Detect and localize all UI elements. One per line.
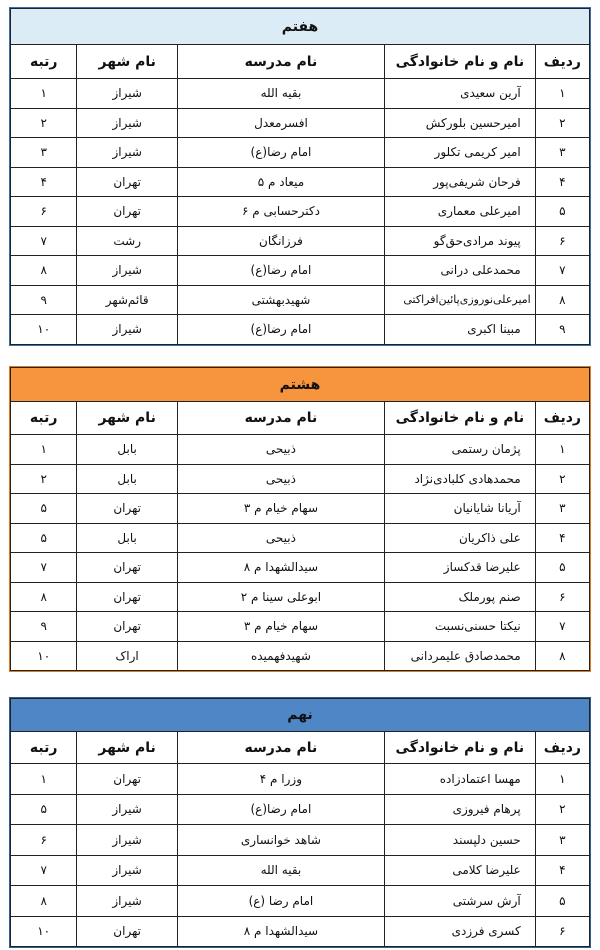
cell-rank: ۷ [11, 226, 77, 256]
cell-school: امام رضا(ع) [177, 794, 384, 825]
cell-full-name: صنم پورملک [384, 582, 535, 612]
cell-city: شیراز [77, 79, 178, 109]
table-row [11, 138, 590, 168]
results-table [10, 8, 590, 345]
cell-full-name: فرحان شریفی‌پور [384, 167, 535, 197]
cell-row-number: ۸ [535, 285, 589, 315]
header-rank: رتبه [11, 732, 77, 764]
table-row [11, 764, 590, 795]
cell-rank: ۶ [11, 197, 77, 227]
cell-full-name: حسین دلپسند [384, 825, 535, 856]
table-row [11, 855, 590, 886]
cell-rank: ۸ [11, 582, 77, 612]
table-row [11, 435, 590, 465]
cell-rank: ۷ [11, 855, 77, 886]
cell-rank: ۳ [11, 138, 77, 168]
cell-full-name: پیوند مرادی‌حق‌گو [384, 226, 535, 256]
cell-city: تهران [77, 553, 178, 583]
table-row [11, 794, 590, 825]
cell-school: سیدالشهدا م ۸ [177, 916, 384, 947]
cell-rank: ۲ [11, 464, 77, 494]
cell-row-number: ۳ [535, 138, 589, 168]
cell-school: ذبیحی [177, 523, 384, 553]
cell-city: شیراز [77, 825, 178, 856]
cell-full-name: امیرحسین بلورکش [384, 108, 535, 138]
cell-city: شیراز [77, 315, 178, 345]
table-row [11, 108, 590, 138]
cell-full-name: آرش سرشتی [384, 886, 535, 917]
cell-full-name: نیکتا حسنی‌نسبت [384, 612, 535, 642]
cell-row-number: ۲ [535, 794, 589, 825]
header-row-number: ردیف [535, 732, 589, 764]
cell-full-name: آریانا شایانیان [384, 494, 535, 524]
cell-full-name: کسری فرزدی [384, 916, 535, 947]
cell-row-number: ۴ [535, 855, 589, 886]
cell-school: بقیه الله [177, 79, 384, 109]
cell-school: ابوعلی سینا م ۲ [177, 582, 384, 612]
cell-full-name: امیرعلی معماری [384, 197, 535, 227]
grade-title: هفتم [11, 9, 590, 45]
cell-rank: ۸ [11, 886, 77, 917]
table-row [11, 315, 590, 345]
table-row [11, 167, 590, 197]
cell-city: بابل [77, 435, 178, 465]
table-row [11, 825, 590, 856]
cell-row-number: ۱ [535, 79, 589, 109]
table-row [11, 553, 590, 583]
header-row-number: ردیف [535, 402, 589, 435]
results-table [10, 698, 590, 947]
table-row [11, 79, 590, 109]
cell-full-name: محمدعلی درانی [384, 256, 535, 286]
table-row [11, 582, 590, 612]
cell-row-number: ۱ [535, 764, 589, 795]
cell-row-number: ۵ [535, 553, 589, 583]
table-row [11, 612, 590, 642]
grade-table-7 [9, 7, 591, 346]
cell-school: شاهد خوانساری [177, 825, 384, 856]
cell-row-number: ۴ [535, 523, 589, 553]
header-rank: رتبه [11, 402, 77, 435]
cell-school: امام رضا(ع) [177, 315, 384, 345]
cell-city: تهران [77, 612, 178, 642]
cell-row-number: ۳ [535, 825, 589, 856]
cell-rank: ۴ [11, 167, 77, 197]
cell-city: تهران [77, 582, 178, 612]
cell-school: امام رضا(ع) [177, 138, 384, 168]
cell-school: ذبیحی [177, 464, 384, 494]
header-full-name: نام و نام خانوادگی [384, 45, 535, 79]
cell-rank: ۵ [11, 794, 77, 825]
header-full-name: نام و نام خانوادگی [384, 402, 535, 435]
cell-full-name: مبینا اکبری [384, 315, 535, 345]
cell-rank: ۷ [11, 553, 77, 583]
cell-full-name: پرهام فیروزی [384, 794, 535, 825]
cell-rank: ۱۰ [11, 916, 77, 947]
cell-rank: ۱۰ [11, 641, 77, 671]
header-school: نام مدرسه [177, 732, 384, 764]
header-city: نام شهر [77, 732, 178, 764]
cell-row-number: ۴ [535, 167, 589, 197]
cell-school: وزرا م ۴ [177, 764, 384, 795]
cell-rank: ۹ [11, 285, 77, 315]
cell-row-number: ۷ [535, 612, 589, 642]
cell-city: بابل [77, 464, 178, 494]
cell-row-number: ۵ [535, 197, 589, 227]
cell-full-name: علیرضا قدکساز [384, 553, 535, 583]
header-full-name: نام و نام خانوادگی [384, 732, 535, 764]
grade-title: نهم [11, 699, 590, 732]
cell-full-name: علی ذاکریان [384, 523, 535, 553]
header-row-number: ردیف [535, 45, 589, 79]
cell-row-number: ۲ [535, 108, 589, 138]
cell-rank: ۹ [11, 612, 77, 642]
table-row [11, 916, 590, 947]
cell-city: تهران [77, 916, 178, 947]
cell-rank: ۱۰ [11, 315, 77, 345]
cell-row-number: ۱ [535, 435, 589, 465]
cell-city: قائم‌شهر [77, 285, 178, 315]
cell-row-number: ۵ [535, 886, 589, 917]
grade-table-8 [9, 366, 591, 672]
cell-city: شیراز [77, 886, 178, 917]
cell-school: افسرمعدل [177, 108, 384, 138]
cell-row-number: ۸ [535, 641, 589, 671]
cell-school: میعاد م ۵ [177, 167, 384, 197]
cell-full-name: پژمان رستمی [384, 435, 535, 465]
cell-row-number: ۳ [535, 494, 589, 524]
cell-row-number: ۶ [535, 226, 589, 256]
cell-school: امام رضا (ع) [177, 886, 384, 917]
header-school: نام مدرسه [177, 45, 384, 79]
cell-city: شیراز [77, 108, 178, 138]
cell-full-name: امیر کریمی تکلور [384, 138, 535, 168]
cell-row-number: ۶ [535, 582, 589, 612]
cell-school: بقیه الله [177, 855, 384, 886]
table-row [11, 464, 590, 494]
table-row [11, 886, 590, 917]
cell-rank: ۱ [11, 79, 77, 109]
cell-full-name: آرین سعیدی [384, 79, 535, 109]
table-row [11, 256, 590, 286]
cell-row-number: ۲ [535, 464, 589, 494]
cell-row-number: ۷ [535, 256, 589, 286]
cell-rank: ۵ [11, 494, 77, 524]
cell-city: شیراز [77, 794, 178, 825]
cell-city: تهران [77, 197, 178, 227]
grade-table-9 [9, 697, 591, 948]
cell-rank: ۸ [11, 256, 77, 286]
cell-full-name: محمدصادق علیمردانی [384, 641, 535, 671]
table-row [11, 494, 590, 524]
header-rank: رتبه [11, 45, 77, 79]
cell-full-name: امیرعلی‌نوروزی‌پائین‌افراکتی [384, 285, 535, 315]
cell-school: ذبیحی [177, 435, 384, 465]
cell-rank: ۱ [11, 435, 77, 465]
cell-full-name: محمدهادی کلبادی‌نژاد [384, 464, 535, 494]
cell-city: شیراز [77, 138, 178, 168]
header-city: نام شهر [77, 402, 178, 435]
cell-rank: ۵ [11, 523, 77, 553]
cell-city: تهران [77, 494, 178, 524]
table-row [11, 197, 590, 227]
cell-school: شهیدفهمیده [177, 641, 384, 671]
cell-school: سیدالشهدا م ۸ [177, 553, 384, 583]
cell-school: فرزانگان [177, 226, 384, 256]
cell-rank: ۶ [11, 825, 77, 856]
cell-row-number: ۶ [535, 916, 589, 947]
header-city: نام شهر [77, 45, 178, 79]
cell-row-number: ۹ [535, 315, 589, 345]
cell-full-name: علیرضا کلامی [384, 855, 535, 886]
cell-school: دکترحسابی م ۶ [177, 197, 384, 227]
table-row [11, 285, 590, 315]
cell-full-name: مهسا اعتمادزاده [384, 764, 535, 795]
table-row [11, 641, 590, 671]
cell-city: اراک [77, 641, 178, 671]
cell-school: شهیدبهشتی [177, 285, 384, 315]
cell-rank: ۱ [11, 764, 77, 795]
header-school: نام مدرسه [177, 402, 384, 435]
table-row [11, 523, 590, 553]
cell-school: سهام خیام م ۳ [177, 494, 384, 524]
cell-city: تهران [77, 167, 178, 197]
cell-city: بابل [77, 523, 178, 553]
cell-rank: ۲ [11, 108, 77, 138]
cell-city: رشت [77, 226, 178, 256]
cell-school: سهام خیام م ۳ [177, 612, 384, 642]
cell-school: امام رضا(ع) [177, 256, 384, 286]
grade-title: هشتم [11, 368, 590, 402]
cell-city: شیراز [77, 256, 178, 286]
cell-city: تهران [77, 764, 178, 795]
cell-city: شیراز [77, 855, 178, 886]
table-row [11, 226, 590, 256]
results-table [10, 367, 590, 671]
